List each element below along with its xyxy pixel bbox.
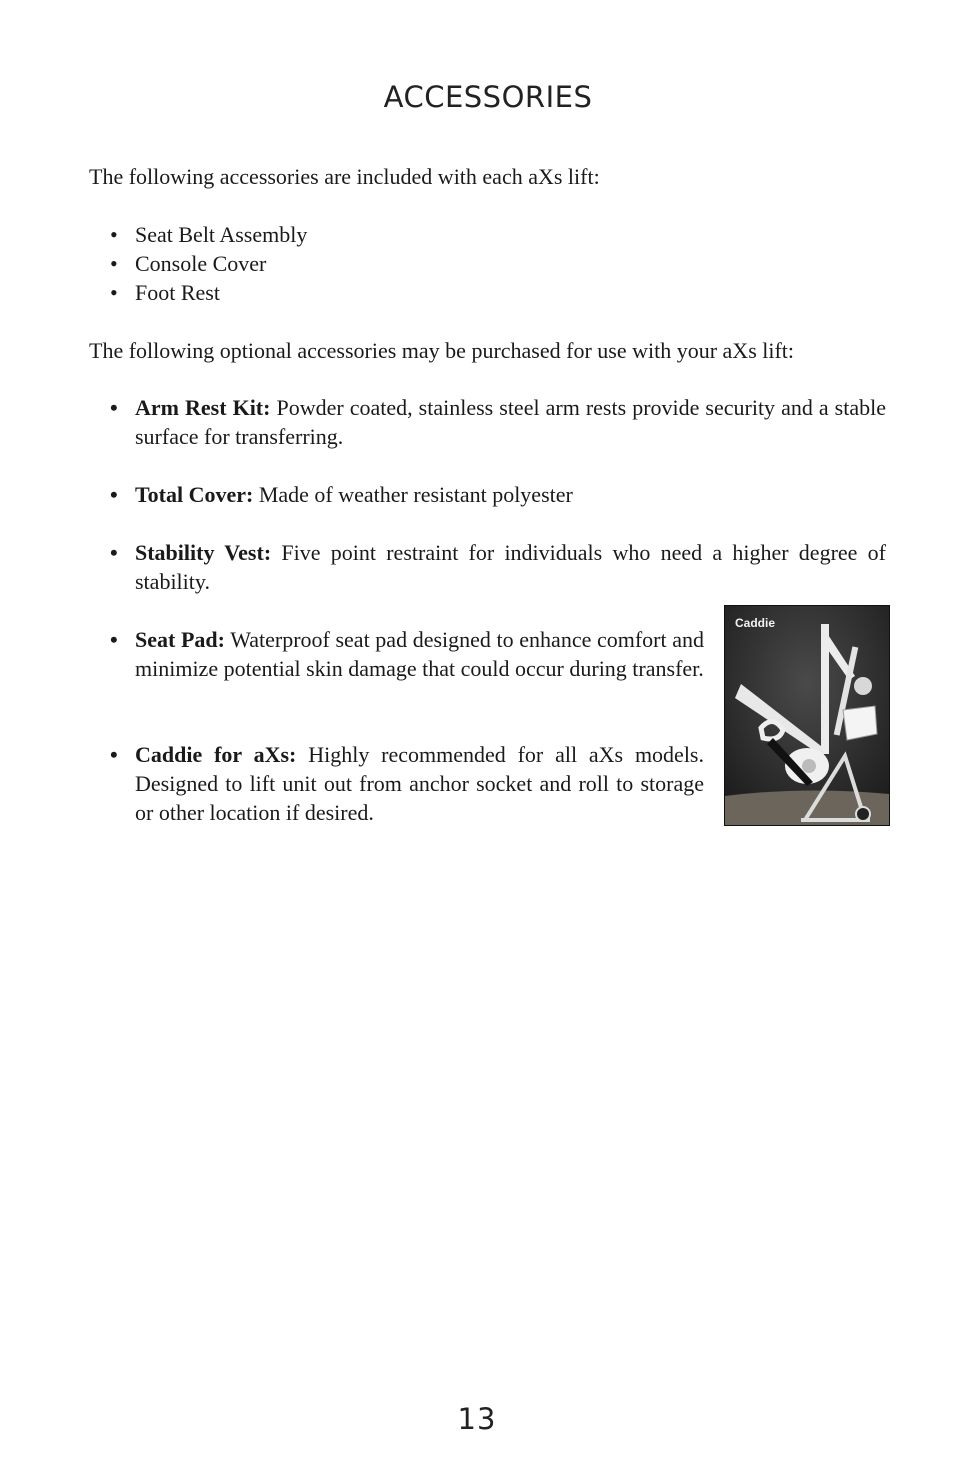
optional-item-body xyxy=(135,393,886,451)
caddie-illustration xyxy=(725,606,889,825)
bullet: • xyxy=(110,742,118,767)
optional-item-total-cover xyxy=(110,480,886,509)
optional-item-text: Powder coated, stainless steel arm rests provide security and a stable surface for transferring. xyxy=(135,395,886,449)
optional-item-body xyxy=(135,740,704,827)
page-number: 13 xyxy=(457,1402,497,1436)
bullet: • xyxy=(110,627,118,652)
optional-item-arm-rest-kit xyxy=(110,393,886,451)
bullet: • xyxy=(110,540,118,565)
optional-intro: The following optional accessories may be purchased for use with your aXs lift: xyxy=(89,338,795,363)
bullet: • xyxy=(110,251,118,276)
optional-item-name: Stability Vest: xyxy=(135,540,272,565)
optional-item-text: Made of weather resistant polyester xyxy=(258,482,573,507)
optional-item-name: Seat Pad: xyxy=(135,627,225,652)
optional-item-seat-pad xyxy=(110,625,704,683)
photo-label: Caddie xyxy=(735,616,776,630)
optional-item-name: Total Cover: xyxy=(135,482,254,507)
optional-item-name: Arm Rest Kit: xyxy=(135,395,271,420)
optional-item-name: Caddie for aXs: xyxy=(135,742,297,767)
list-item xyxy=(110,249,307,278)
caddie-photo xyxy=(724,605,890,826)
bullet: • xyxy=(110,395,118,420)
included-item-label: Console Cover xyxy=(135,251,267,276)
bullet: • xyxy=(110,280,118,305)
optional-item-body xyxy=(135,480,886,509)
optional-item-text: Highly recommended for all aXs models. Designed to lift unit out from anchor socket and roll to storage or other location if desired. xyxy=(135,742,704,825)
list-item xyxy=(110,220,307,249)
optional-item-text: Waterproof seat pad designed to enhance comfort and minimize potential skin damage that could occur during transfer. xyxy=(135,627,705,681)
bullet: • xyxy=(110,482,118,507)
optional-item-body xyxy=(135,625,704,683)
bullet: • xyxy=(110,222,118,247)
list-item xyxy=(110,278,307,307)
included-intro: The following accessories are included with each aXs lift: xyxy=(89,164,600,189)
included-item-label: Seat Belt Assembly xyxy=(135,222,308,247)
optional-item-body xyxy=(135,538,886,596)
optional-item-text: Five point restraint for individuals who need a higher degree of stability. xyxy=(135,540,886,594)
page-title: ACCESSORIES xyxy=(383,80,593,114)
optional-item-caddie xyxy=(110,740,704,827)
included-list xyxy=(110,220,307,307)
optional-item-stability-vest xyxy=(110,538,886,596)
included-item-label: Foot Rest xyxy=(135,280,220,305)
